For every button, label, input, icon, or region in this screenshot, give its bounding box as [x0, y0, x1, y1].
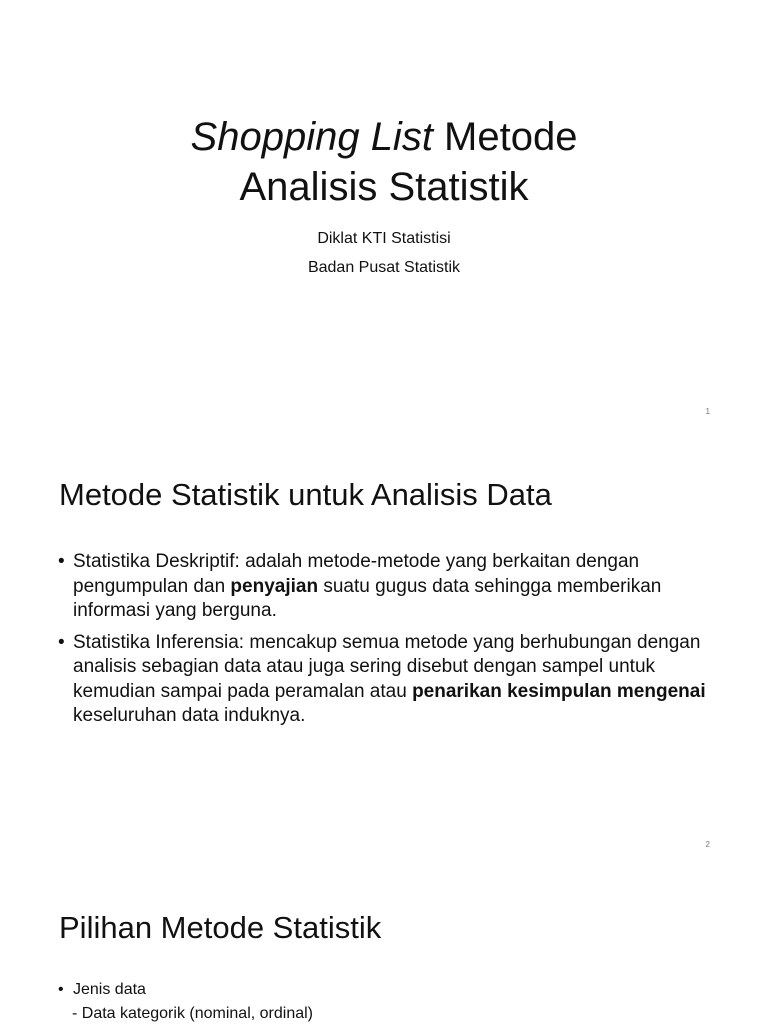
bullet-text: Statistika Inferensia: mencakup semua metode yang berhubungan dengan analisis sebagian data atau juga sering disebut dengan sampel untuk kemudian sampai pada peramalan atau — [73, 631, 701, 702]
list-item — [58, 978, 718, 1002]
title-line-2: Analisis Statistik — [239, 165, 529, 209]
slide-heading: Pilihan Metode Statistik — [59, 910, 382, 945]
bullet-icon: • — [58, 981, 64, 998]
slide-2 — [0, 432, 768, 864]
bullet-emphasis: penarikan kesimpulan mengenai — [412, 680, 706, 702]
presentation-title — [0, 112, 768, 212]
slide-3 — [0, 864, 768, 1024]
page-number: 1 — [705, 407, 710, 416]
bullet-text: suatu gugus data sehingga memberikan informasi yang berguna. — [73, 575, 662, 621]
bullet-list — [58, 550, 718, 736]
title-italic: Shopping List — [190, 115, 433, 159]
bullet-emphasis: penyajian — [230, 575, 319, 597]
subtitle-course: Diklat KTI Statistisi — [317, 230, 451, 247]
subtitle-organization: Badan Pusat Statistik — [307, 259, 461, 276]
bullet-icon: • — [58, 631, 65, 653]
title-rest: Metode — [432, 115, 578, 159]
page-number: 2 — [705, 840, 710, 849]
bullet-text: Statistika Deskriptif: adalah metode-metode yang berkaitan dengan pengumpulan dan — [73, 551, 640, 597]
bullet-icon: • — [58, 551, 65, 572]
sub-list-item: - Data kategorik (nominal, ordinal) — [72, 1005, 313, 1022]
slide-1 — [0, 0, 768, 432]
bullet-text: keseluruhan data induknya. — [73, 705, 306, 726]
list-item — [58, 550, 718, 624]
bullet-text: Jenis data — [73, 981, 146, 998]
list-item — [58, 631, 718, 729]
slide-heading: Metode Statistik untuk Analisis Data — [59, 477, 552, 512]
